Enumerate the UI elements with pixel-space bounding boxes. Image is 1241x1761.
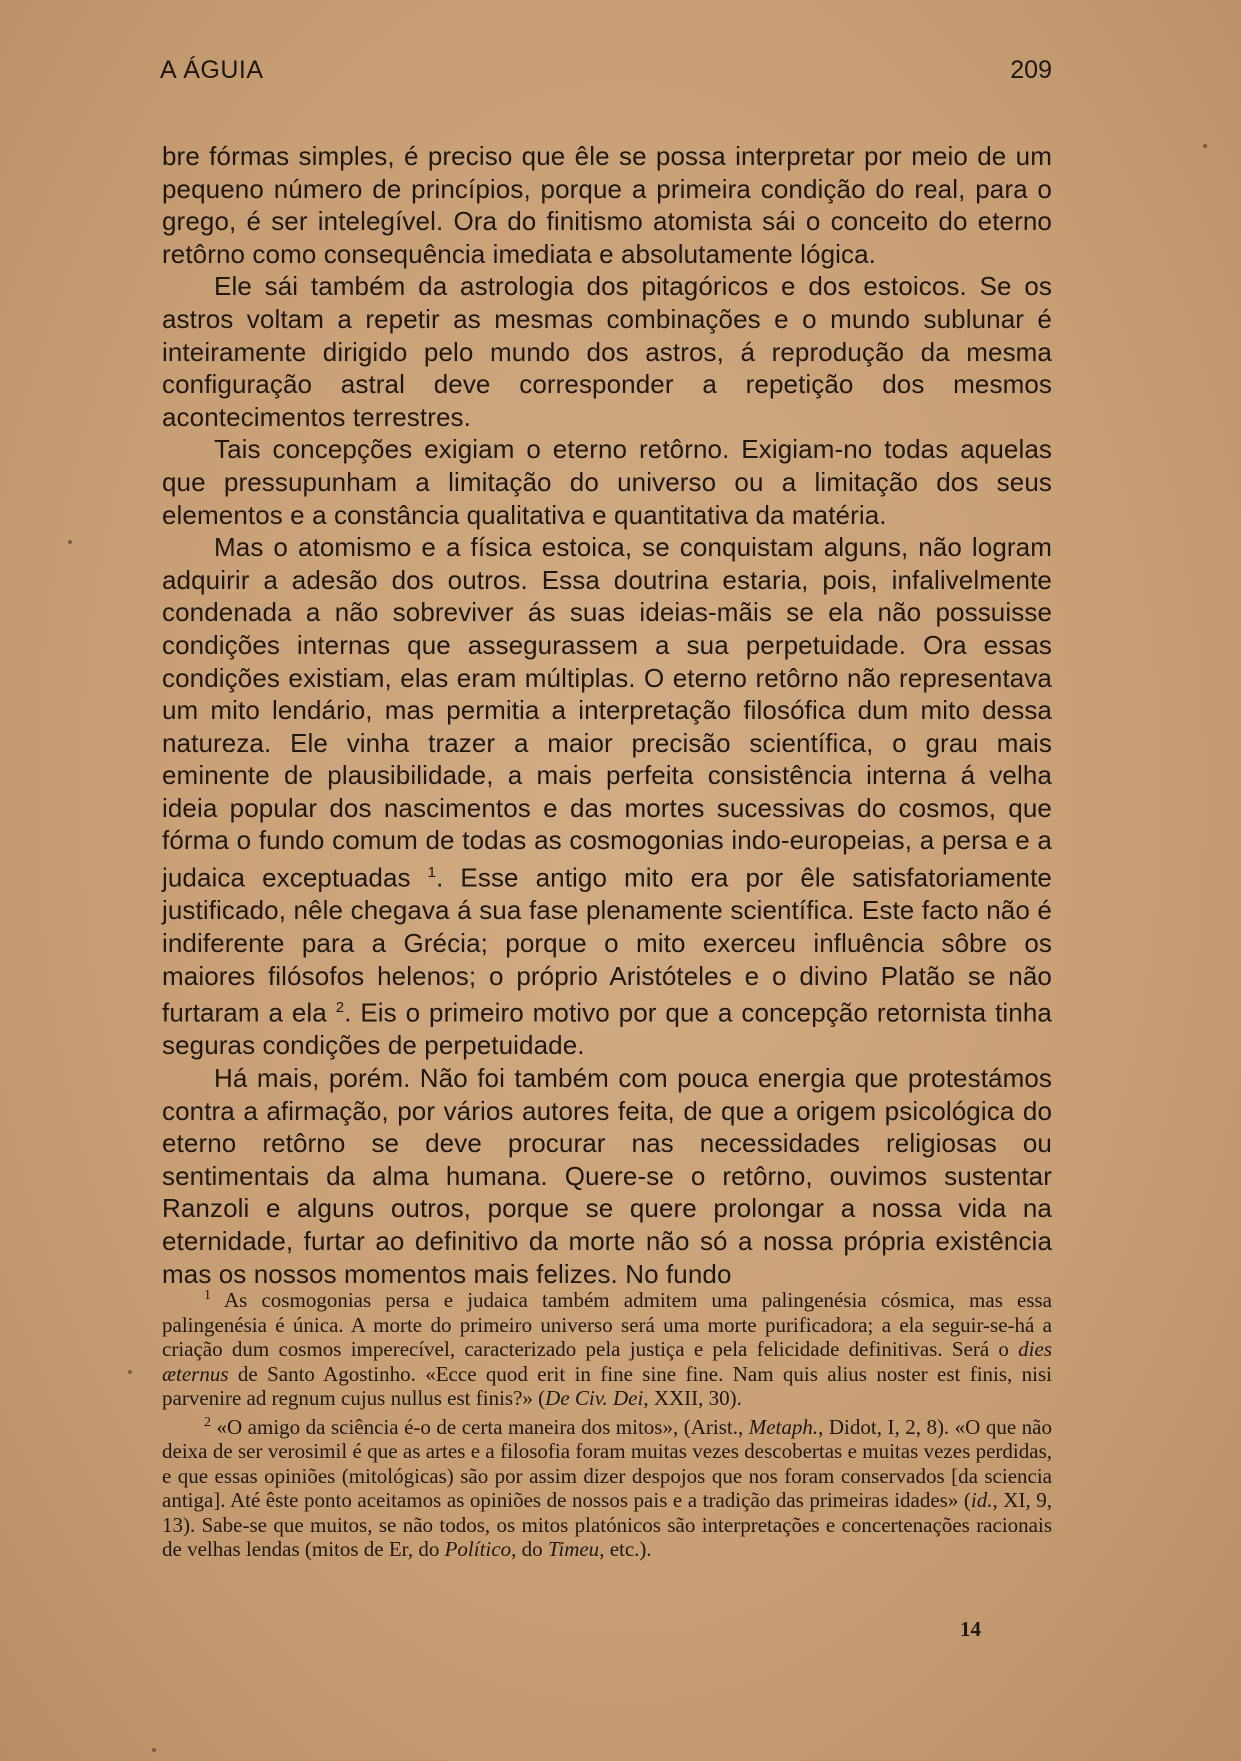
footnote-2-text-e: , etc.). [599,1537,652,1561]
footnote-ref-2: 2 [335,999,345,1017]
paper-speck [1203,144,1207,148]
footnote-1 [162,1284,1052,1411]
footnote-1-text-c: , XXII, 30). [643,1386,742,1410]
footnote-2-italic-3: Político [444,1537,512,1561]
footnote-1-italic-2: De Civ. Dei [545,1386,644,1410]
footnote-2-text-c: , XI, 9, 13). Sabe-se que muitos, se não todos, os mitos platónicos são interpretações e concertenações racionais de velhas lendas (mitos de Er, do [162,1488,1052,1561]
paragraph-4-part-b: . Esse antigo mito era por êle satisfatoriamente justificado, nêle chegava á sua fase plenamente scientífica. Este facto não é indiferente para a Grécia; porque o mito exerceu influência sôbre os maiores filósofos helenos; o próprio Aristóteles e o divino Platão se não furtaram a ela [162,862,1052,1028]
footnote-1-text-b: de Santo Agostinho. «Ecce quod erit in fine sine fine. Nam quis alius noster est finis, nisi parvenire ad regnum cujus nullus est finis?» ( [162,1361,1052,1410]
footnote-2-text-a: «O amigo da sciência é-o de certa maneira dos mitos», (Arist., [216,1414,749,1439]
footnote-2-text-d: , do [511,1537,548,1561]
paper-speck [68,540,72,544]
footnote-2-italic: Metaph. [748,1414,819,1439]
paragraph-4 [162,531,1052,1062]
footnote-2-text-b: , Didot, I, 2, 8). «O que não deixa de ser verosimil é que as artes e a filosofia foram muitas vezes descobertas e muitas vezes perdidas, e que essas opiniões (mitológicas) são por assim dizer despojos que nos foram conservados [da sciencia antiga]. Até êste ponto aceitamos as opiniões de nossos pais e a tradição das primeiras idades» ( [162,1414,1052,1512]
running-header [160,56,1052,88]
paper-speck [152,1748,156,1752]
footnote-ref-1: 1 [427,864,437,882]
footnote-1-italic: dies æternus [162,1337,1052,1386]
signature-mark: 14 [960,1617,981,1641]
footnote-2-mark: 2 [204,1414,211,1430]
footnote-1-mark: 1 [204,1288,211,1303]
running-title: A ÁGUIA [160,56,264,84]
footnote-2-italic-4: Timeu [547,1537,600,1561]
paragraph-1: bre fórmas simples, é preciso que êle se possa interpretar por meio de um pequeno número de princípios, porque a primeira condição do real, para o grego, é ser intelegível. Ora do finitismo atomista sái o conceito do eterno retôrno como consequência imediata e absolutamente lógica. [162,141,1052,269]
page-number: 209 [1010,56,1052,84]
paragraph-3: Tais concepções exigiam o eterno retôrno. Exigiam-no todas aquelas que pressupunham a limitação do universo ou a limitação dos seus elementos e a constância qualitativa e quantitativa da matéria. [162,434,1052,530]
footnotes [162,1284,1052,1562]
footnote-2 [162,1411,1052,1562]
paragraph-2: Ele sái também da astrologia dos pitagóricos e dos estoicos. Se os astros voltam a repetir as mesmas combinações e o mundo sublunar é inteiramente dirigido pelo mundo dos astros, á reprodução da mesma configuração astral deve corresponder a repetição dos mesmos acontecimentos terrestres. [162,271,1052,432]
paper-speck [128,1370,132,1374]
paragraph-5: Há mais, porém. Não foi também com pouca energia que protestámos contra a afirmação, por vários autores feita, de que a origem psicológica do eterno retôrno se deve procurar nas necessidades religiosas ou sentimentais da alma humana. Quere-se o retôrno, ouvimos sustentar Ranzoli e alguns outros, porque se quere prolongar a nossa vida na eternidade, furtar ao definitivo da morte não só a nossa própria existência mas os nossos momentos mais felizes. No fundo [162,1062,1052,1289]
paragraph-4-part-c: . Eis o primeiro motivo por que a concepção retornista tinha seguras condições de perpetuidade. [162,997,1052,1061]
paragraph-4-part-a: Mas o atomismo e a física estoica, se conquistam alguns, não logram adquirir a adesão dos outros. Essa doutrina estaria, pois, infalivelmente condenada a não sobreviver ás suas ideias-mãis se ela não possuisse condições internas que assegurassem a sua perpetuidade. Ora essas condições existiam, elas eram múltiplas. O eterno retôrno não representava um mito lendário, mas permitia a interpretação filosófica dum mito dessa natureza. Ele vinha trazer a maior precisão scientífica, o grau mais eminente de plausibilidade, a mais perfeita consistência interna á velha ideia popular dos nascimentos e das mortes sucessivas do cosmos, que fórma o fundo comum de todas as cosmogonias indo-europeias, a persa e a judaica exceptuadas [162,532,1052,893]
footnote-1-text-a: As cosmogonias persa e judaica também admitem uma palingenésia cósmica, mas essa palingenésia é única. A morte do primeiro universo será uma morte purificadora; a ela seguir-se-há a criação dum cosmos imperecível, caracterizado pela justiça e pela felicidade definitivas. Será o [162,1288,1053,1361]
footnote-2-italic-2: id. [970,1488,993,1512]
main-text [162,140,1052,1290]
